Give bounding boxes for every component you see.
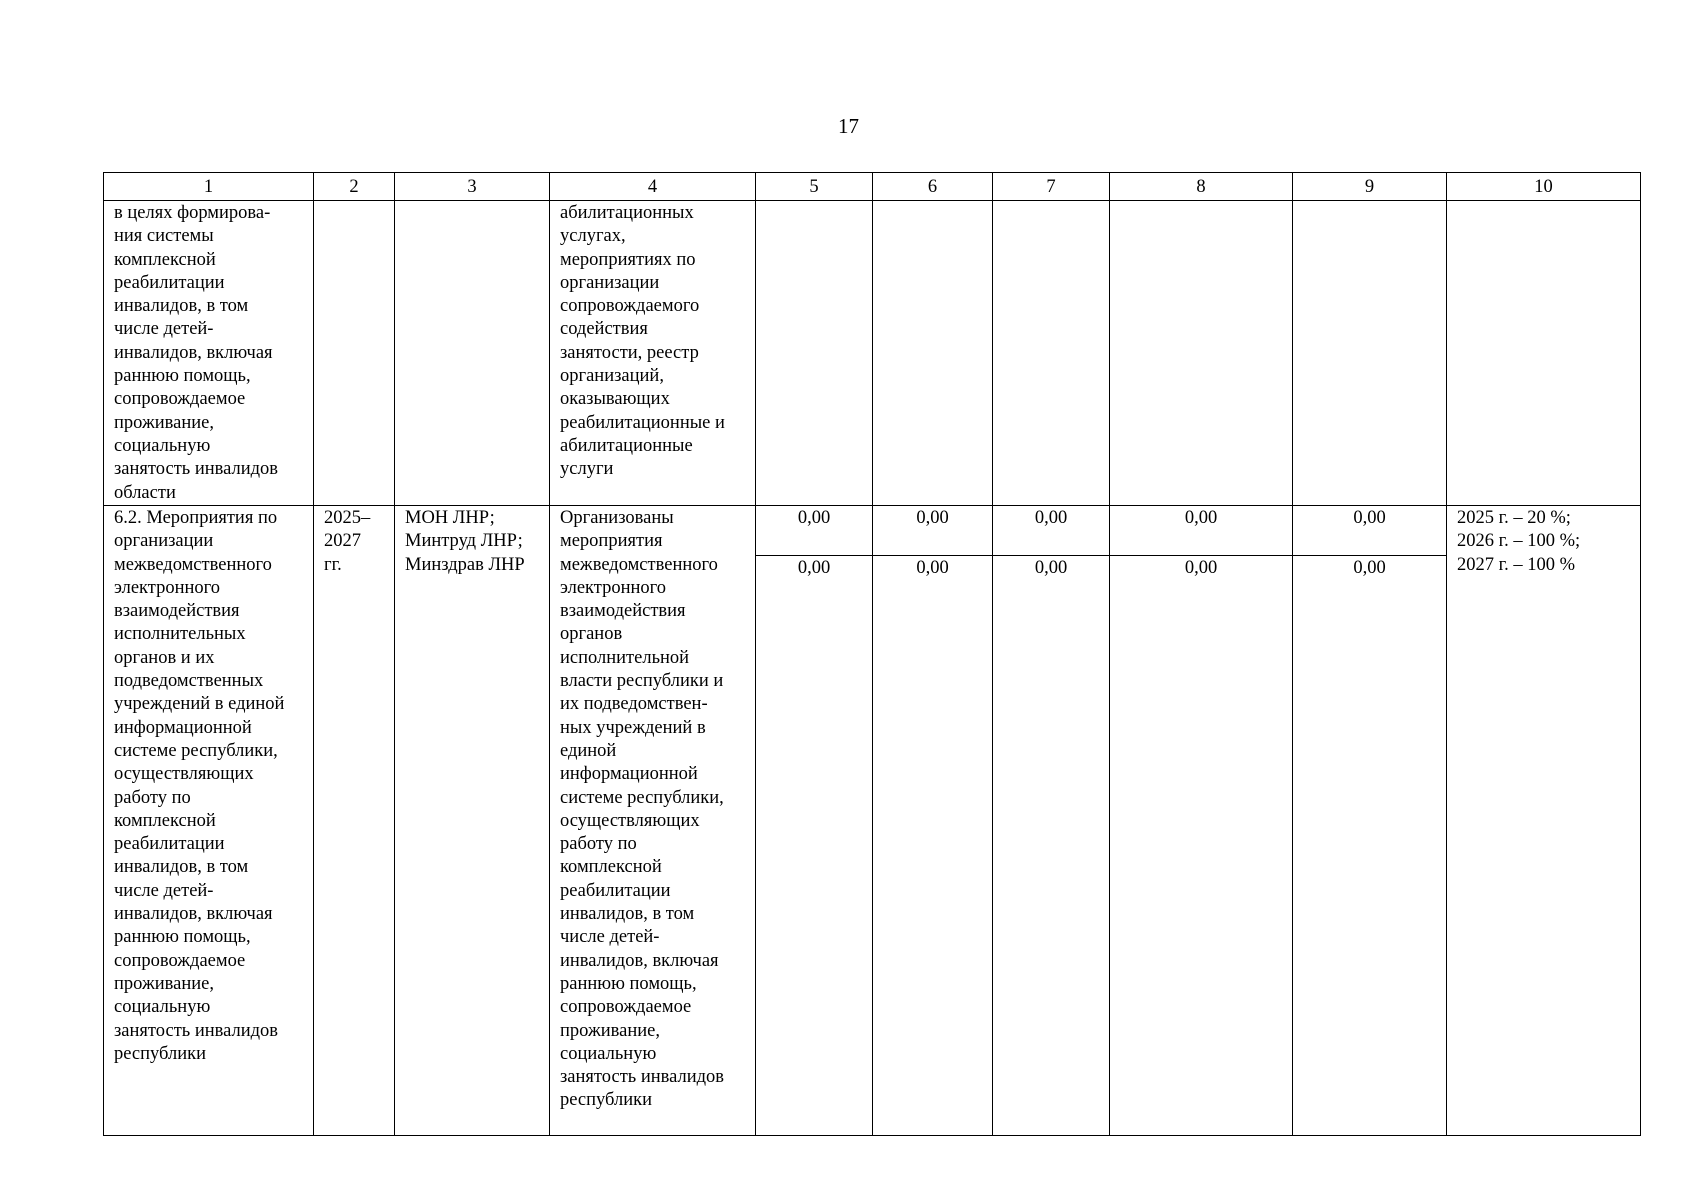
text-line: проживание, (560, 1020, 660, 1041)
value-bottom: 0,00 (916, 558, 949, 578)
text-line: МОН ЛНР; (405, 508, 495, 528)
text-line: занятость инвалидов (560, 1067, 725, 1088)
text-line: числе детей- (560, 927, 660, 948)
text-line: абилитационные (560, 435, 693, 456)
text-line: инвалидов, включая (114, 904, 273, 925)
text-line: проживание, (114, 973, 214, 994)
cell-period (314, 506, 395, 1136)
text-line: электронного (560, 577, 667, 598)
text-line: сопровождаемое (560, 997, 692, 1018)
value-top: 0,00 (993, 506, 1109, 556)
value-bottom: 0,00 (1034, 558, 1068, 578)
text-line: занятости, реестр (560, 342, 699, 363)
cell-executor (395, 201, 550, 506)
table-row-continued (104, 201, 1641, 506)
text-line: осуществляющих (114, 764, 254, 785)
text-line: организаций, (560, 366, 664, 387)
header-row (104, 173, 1641, 201)
text-line: сопровождаемое (114, 389, 246, 410)
cell-description (104, 201, 314, 506)
text-line: проживание, (114, 412, 214, 433)
text-line: власти республики и (560, 671, 724, 692)
cell-value (756, 201, 873, 506)
text-line: комплексной (114, 810, 216, 831)
text-line: осуществляющих (560, 810, 700, 831)
text-line: подведомственных (114, 671, 264, 692)
cell-description (104, 506, 314, 1136)
table-row-6-2 (104, 506, 1641, 1136)
text-line: исполнительных (114, 624, 246, 645)
text-line: реабилитации (114, 834, 225, 855)
text-line: 2025 г. – 20 %; (1457, 508, 1571, 528)
text-line: взаимодействия (114, 601, 240, 622)
column-header: 2 (314, 173, 395, 201)
text-line: раннюю помощь, (114, 366, 251, 387)
text-line: занятость инвалидов (114, 459, 279, 480)
text-line: гг. (324, 554, 342, 575)
cell-value (873, 201, 993, 506)
value-top: 0,00 (1110, 506, 1292, 556)
text-line: органов (560, 624, 623, 645)
value-bottom: 0,00 (1184, 558, 1218, 578)
text-line: организации (560, 272, 660, 293)
text-line: области (114, 482, 176, 503)
column-header: 8 (1110, 173, 1293, 201)
text-line: Минтруд ЛНР; (405, 531, 523, 552)
cell-result (550, 201, 756, 506)
column-header: 1 (104, 173, 314, 201)
text-line: их подведомствен- (560, 694, 708, 715)
text-line: межведомственного (114, 554, 272, 575)
text-line: ния системы (114, 226, 214, 247)
text-line: 2027 г. – 100 % (1457, 554, 1576, 575)
cell-value (1110, 506, 1293, 1136)
text-line: системе республики, (560, 787, 724, 808)
text-line: органов и их (114, 647, 215, 668)
text-line: межведомственного (560, 554, 718, 575)
text-line: сопровождаемое (114, 950, 246, 971)
text-line: 2027 (324, 531, 361, 552)
column-header: 6 (873, 173, 993, 201)
text-line: инвалидов, в том (114, 857, 249, 878)
text-line: в целях формирова- (114, 203, 271, 223)
text-line: реабилитационные и (560, 412, 725, 433)
cell-value (1110, 201, 1293, 506)
page-number: 17 (838, 114, 859, 138)
cell-indicator (1447, 506, 1641, 1136)
text-line: услугах, (560, 226, 626, 247)
column-header: 5 (756, 173, 873, 201)
text-line: 2026 г. – 100 %; (1457, 531, 1581, 552)
text-line: содействия (560, 319, 648, 340)
text-line: исполнительной (560, 647, 690, 668)
value-top: 0,00 (1293, 506, 1446, 556)
text-line: информационной (560, 764, 698, 785)
cell-value (873, 506, 993, 1136)
column-header: 7 (993, 173, 1110, 201)
text-line: инвалидов, в том (114, 296, 249, 317)
column-header: 10 (1447, 173, 1641, 201)
text-line: услуги (560, 459, 614, 480)
text-line: реабилитации (560, 880, 671, 901)
text-line: Организованы (560, 508, 674, 528)
value-bottom: 0,00 (797, 558, 831, 578)
text-line: 2025– (324, 508, 371, 528)
value-bottom: 0,00 (1353, 558, 1386, 578)
text-line: учреждений в единой (114, 694, 285, 715)
value-top: 0,00 (873, 506, 992, 556)
text-line: мероприятия (560, 531, 663, 552)
text-line: сопровождаемого (560, 296, 700, 317)
text-line: информационной (114, 717, 252, 738)
text-line: числе детей- (114, 319, 214, 340)
text-line: раннюю помощь, (560, 973, 697, 994)
cell-indicator (1447, 201, 1641, 506)
text-line: системе республики, (114, 740, 278, 761)
text-line: работу по (114, 787, 191, 808)
column-header: 3 (395, 173, 550, 201)
cell-period (314, 201, 395, 506)
text-line: числе детей- (114, 880, 214, 901)
text-line: занятость инвалидов (114, 1020, 279, 1041)
text-line: работу по (560, 834, 637, 855)
text-line: взаимодействия (560, 601, 686, 622)
cell-result (550, 506, 756, 1136)
text-line: оказывающих (560, 389, 670, 410)
text-line: инвалидов, включая (560, 950, 719, 971)
text-line: ных учреждений в (560, 717, 706, 738)
cell-executor (395, 506, 550, 1136)
column-header: 9 (1293, 173, 1447, 201)
text-line: мероприятиях по (560, 249, 696, 270)
text-line: социальную (560, 1043, 657, 1064)
text-line: 6.2. Мероприятия по (114, 508, 278, 528)
text-line: комплексной (560, 857, 662, 878)
text-line: республики (560, 1090, 653, 1111)
text-line: социальную (114, 997, 211, 1018)
text-line: республики (114, 1043, 207, 1064)
cell-value (1293, 201, 1447, 506)
text-line: раннюю помощь, (114, 927, 251, 948)
text-line: комплексной (114, 249, 216, 270)
text-line: электронного (114, 577, 221, 598)
program-table (103, 172, 1641, 1136)
text-line: Минздрав ЛНР (405, 554, 525, 575)
cell-value (1293, 506, 1447, 1136)
text-line: реабилитации (114, 272, 225, 293)
text-line: инвалидов, включая (114, 342, 273, 363)
text-line: инвалидов, в том (560, 904, 695, 925)
cell-value (993, 506, 1110, 1136)
text-line: абилитационных (560, 203, 694, 223)
text-line: социальную (114, 435, 211, 456)
cell-value (993, 201, 1110, 506)
cell-value (756, 506, 873, 1136)
column-header: 4 (550, 173, 756, 201)
text-line: организации (114, 531, 214, 552)
text-line: единой (560, 740, 617, 761)
value-top: 0,00 (756, 506, 872, 556)
